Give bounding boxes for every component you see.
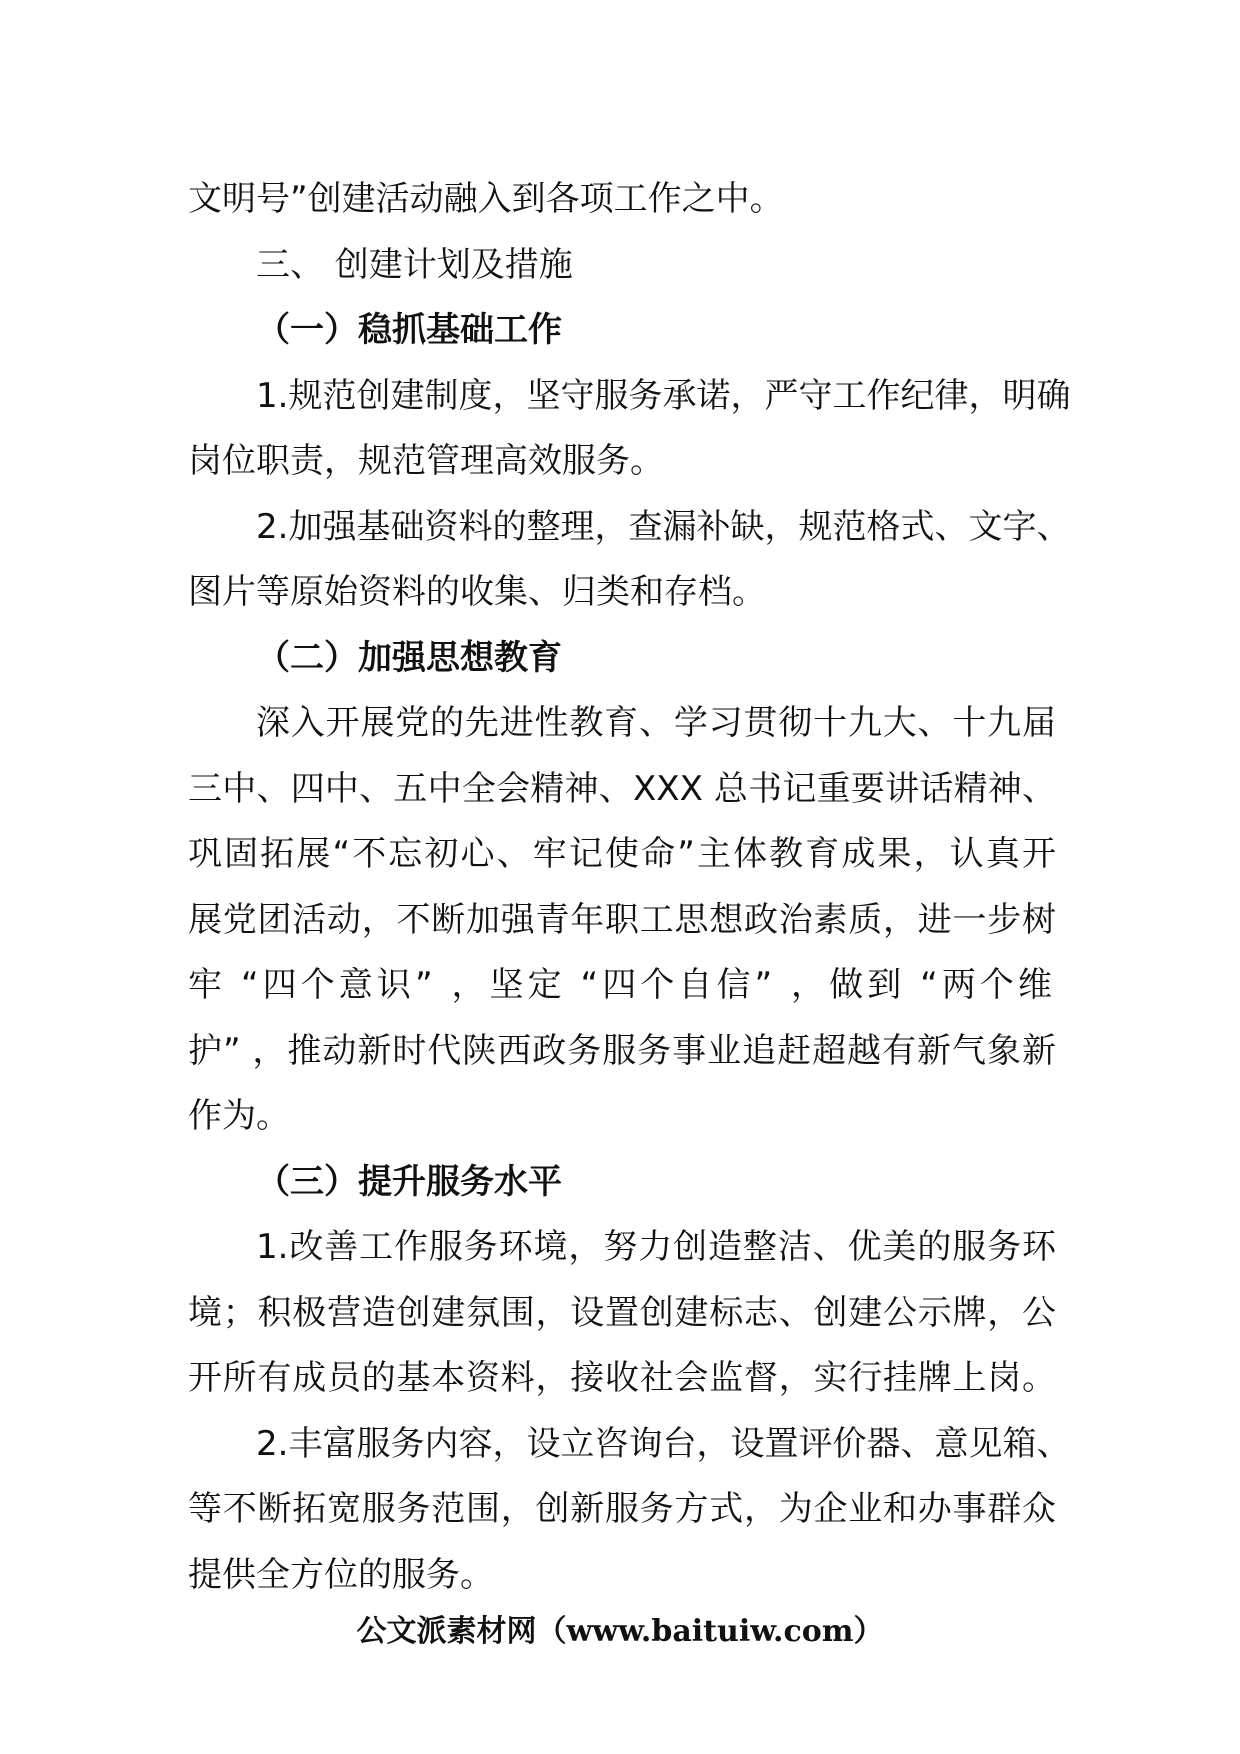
paragraph-line: 境；积极营造创建氛围，设置创建标志、创建公示牌，公 (188, 1292, 1056, 1333)
paragraph-line: 文明号”创建活动融入到各项工作之中。 (188, 179, 784, 219)
paragraph-line: 牢 “四个意识” ，坚定 “四个自信” ，做到 “两个维 (188, 965, 1056, 1005)
paragraph-line: 1.改善工作服务环境，努力创造整洁、优美的服务环 (256, 1227, 1056, 1267)
paragraph-line: 护” ，推动新时代陕西政务服务事业追赶超越有新气象新 (188, 1030, 1056, 1071)
section-heading: 三、 创建计划及措施 (256, 244, 573, 285)
paragraph-line: 岗位职责，规范管理高效服务。 (188, 441, 664, 481)
paragraph-line: 2.加强基础资料的整理，查漏补缺，规范格式、文字、 (256, 506, 1071, 547)
paragraph-line: 深入开展党的先进性教育、学习贯彻十九大、十九届 (256, 703, 1056, 743)
document-body (188, 167, 1071, 1608)
paragraph-line: 作为。 (188, 1096, 290, 1136)
paragraph-line: 展党团活动，不断加强青年职工思想政治素质，进一步树 (188, 899, 1056, 940)
paragraph-line: 三中、四中、五中全会精神、XXX 总书记重要讲话精神、 (188, 768, 1056, 809)
paragraph-line: 提供全方位的服务。 (188, 1554, 494, 1595)
paragraph-line: 图片等原始资料的收集、归类和存档。 (188, 572, 766, 612)
paragraph-line: 2.丰富服务内容，设立咨询台，设置评价器、意见箱、 (256, 1423, 1071, 1464)
paragraph-line: 等不断拓宽服务范围，创新服务方式，为企业和办事群众 (188, 1489, 1056, 1529)
paragraph-line: 1.规范创建制度，坚守服务承诺，严守工作纪律，明确 (256, 375, 1071, 416)
paragraph-line: 开所有成员的基本资料，接收社会监督，实行挂牌上岗。 (188, 1358, 1056, 1398)
footer-source-text: 公文派素材网（www.baituiw.com） (356, 1614, 884, 1649)
paragraph-line: 巩固拓展“不忘初心、牢记使命”主体教育成果，认真开 (188, 834, 1056, 874)
subsection-heading: （二）加强思想教育 (256, 637, 562, 678)
subsection-heading: （一）稳抓基础工作 (256, 310, 562, 350)
subsection-heading: （三）提升服务水平 (256, 1161, 562, 1202)
